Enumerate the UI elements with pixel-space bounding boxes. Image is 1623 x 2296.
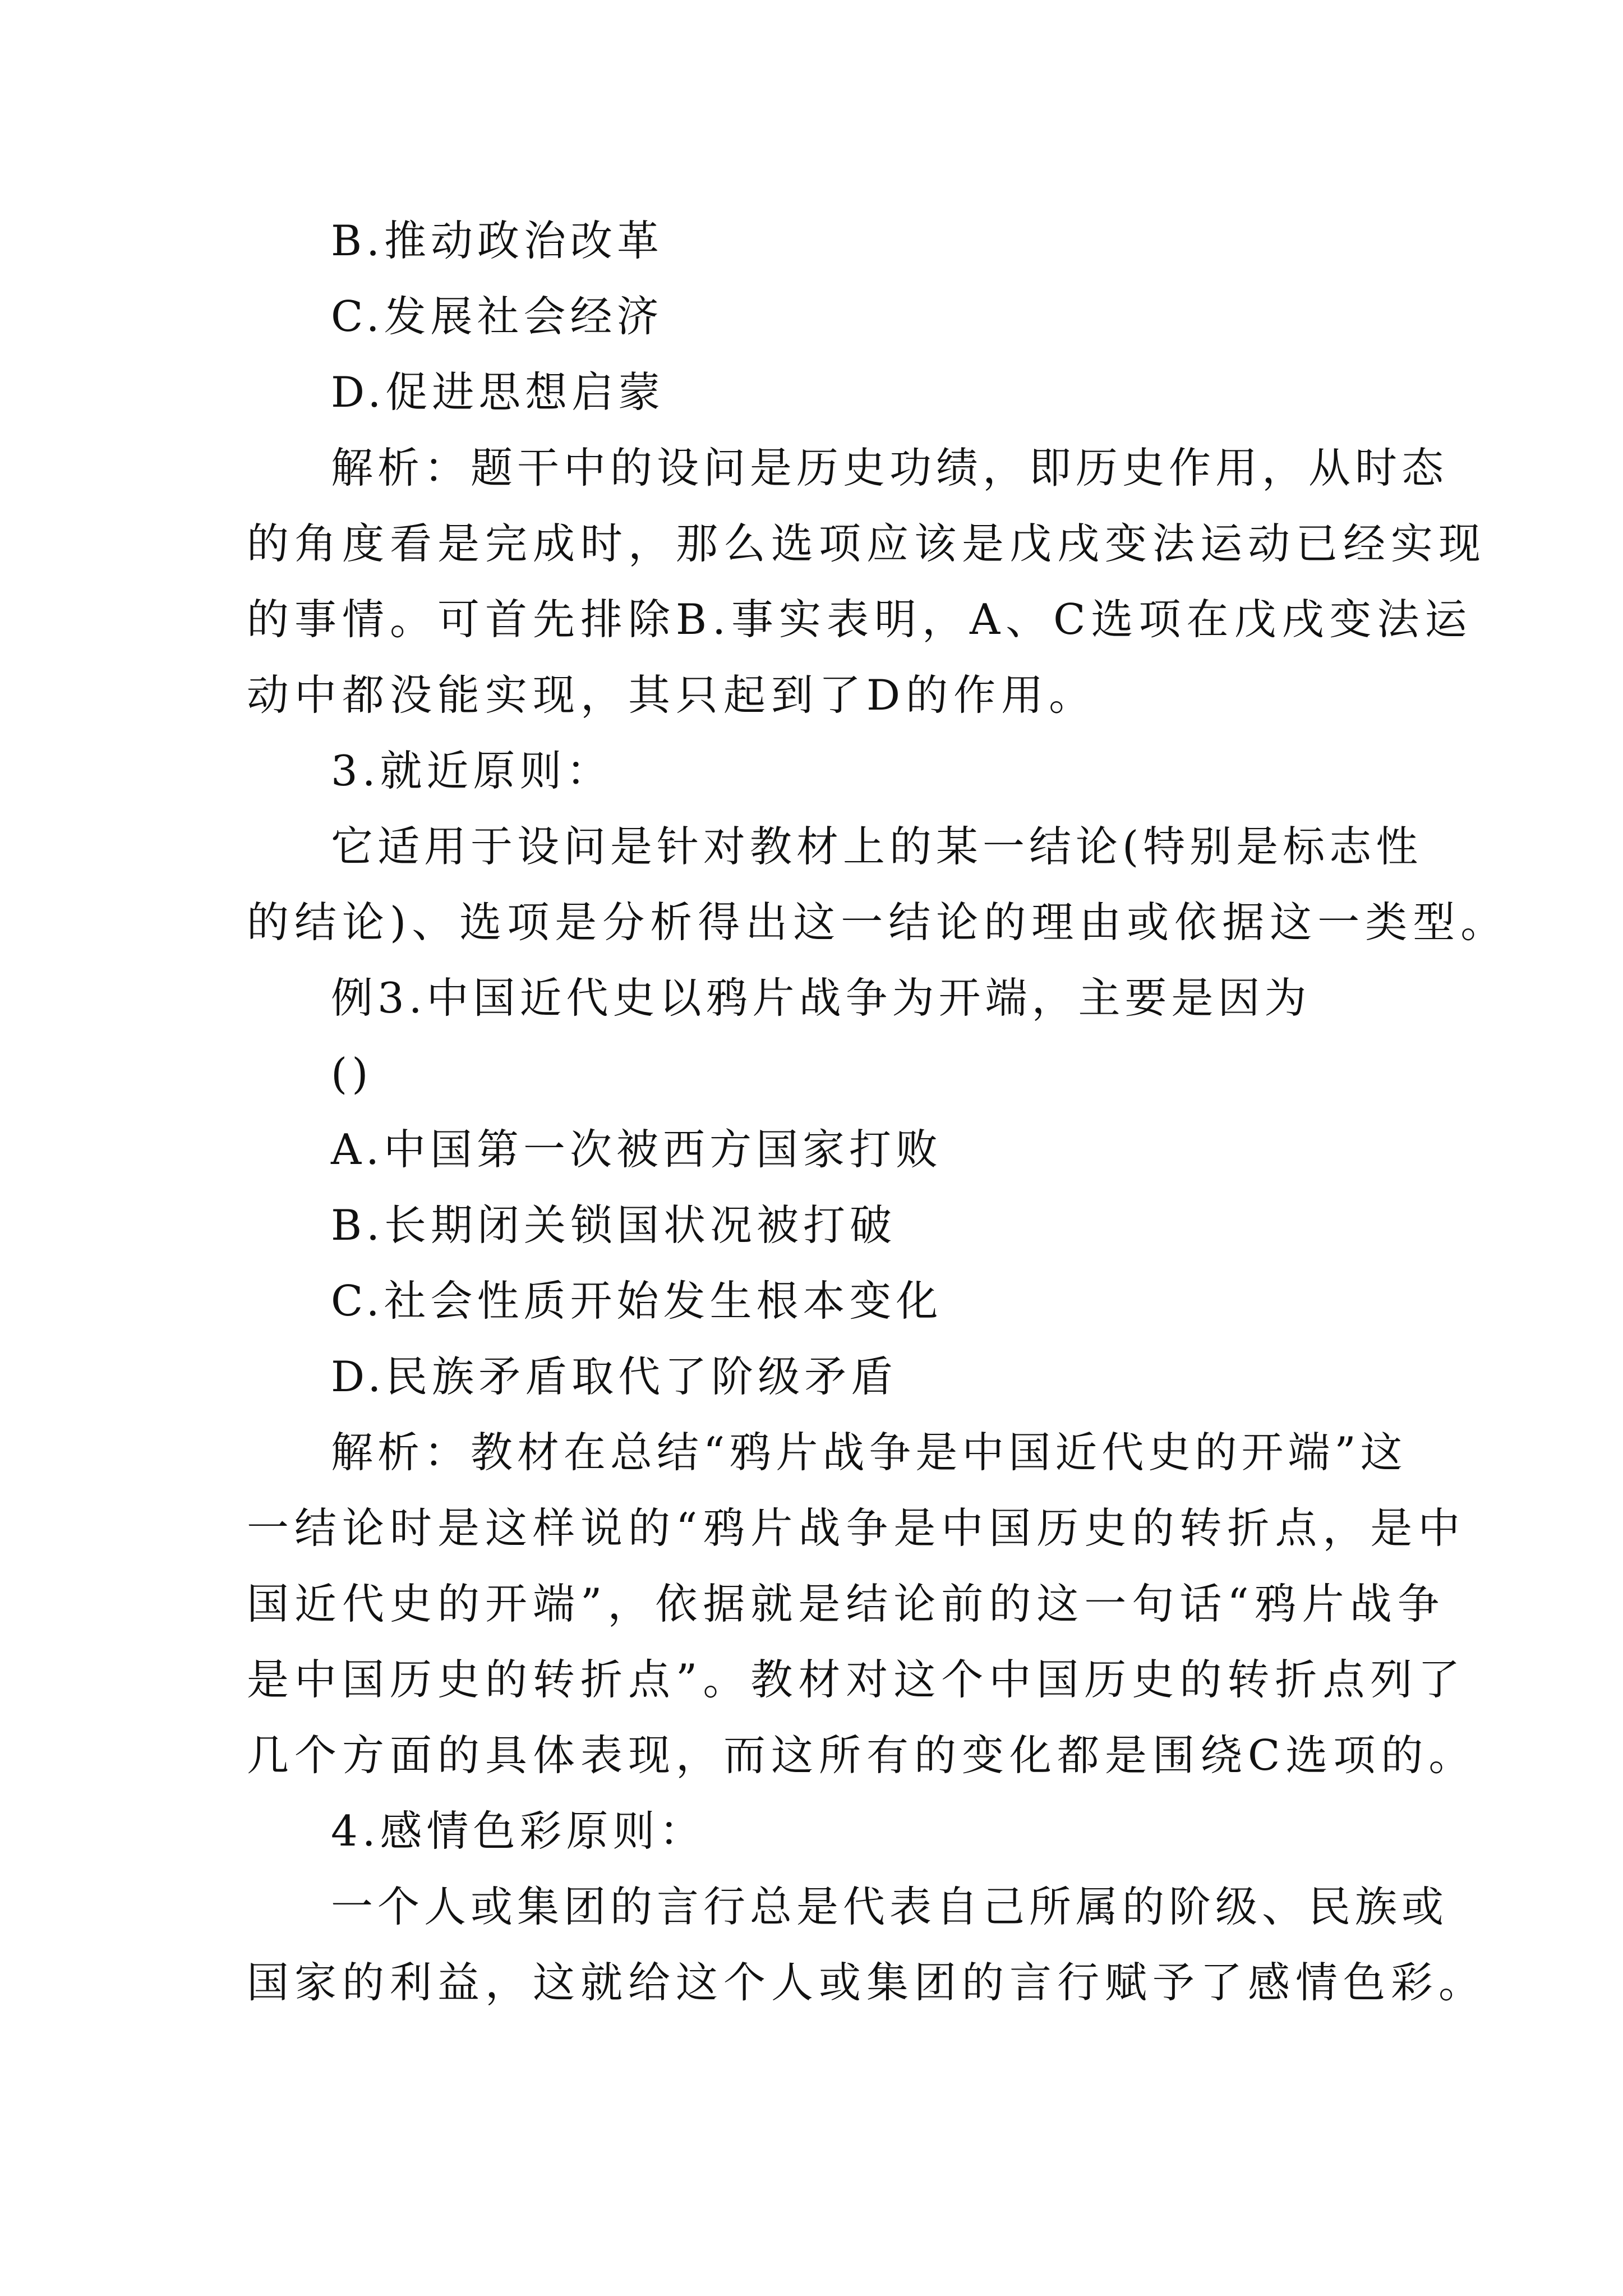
analysis-3-line-4: 是中国历史的转折点”。教材对这个中国历史的转折点列了 (247, 1655, 1466, 1704)
heading-emotion-principle: 4.感情色彩原则： (331, 1806, 706, 1856)
option-d-enlightenment: D.促进思想启蒙 (331, 367, 665, 417)
emotion-desc-line-2: 国家的利益，这就给这个人或集团的言行赋予了感情色彩。 (247, 1958, 1487, 2007)
analysis-2-line-3: 的事情。可首先排除B.事实表明，A、C选项在戊戌变法运 (247, 595, 1473, 644)
option-b-political-reform: B.推动政治改革 (331, 216, 663, 265)
example-3-option-a: A.中国第一次被西方国家打败 (331, 1125, 943, 1174)
proximity-desc-line-1: 它适用于设问是针对教材上的某一结论(特别是标志性 (331, 822, 1423, 871)
example-3-option-b: B.长期闭关锁国状况被打破 (331, 1200, 896, 1250)
example-3-answer-blank: () (331, 1049, 373, 1098)
example-3-question: 例3.中国近代史以鸦片战争为开端，主要是因为 (331, 973, 1311, 1023)
analysis-2-line-2: 的角度看是完成时，那么选项应该是戊戌变法运动已经实现 (247, 519, 1487, 568)
proximity-desc-line-2: 的结论)、选项是分析得出这一结论的理由或依据这一类型。 (247, 898, 1509, 947)
analysis-3-line-1: 解析：教材在总结“鸦片战争是中国近代史的开端”这 (331, 1428, 1407, 1477)
emotion-desc-line-1: 一个人或集团的言行总是代表自己所属的阶级、民族或 (331, 1882, 1449, 1931)
analysis-3-line-5: 几个方面的具体表现，而这所有的变化都是围绕C选项的。 (247, 1731, 1477, 1780)
heading-proximity-principle: 3.就近原则： (331, 746, 613, 795)
analysis-3-line-2: 一结论时是这样说的“鸦片战争是中国历史的转折点，是中 (247, 1503, 1466, 1553)
analysis-2-line-4: 动中都没能实现，其只起到了D的作用。 (247, 670, 1097, 720)
option-c-economy: C.发展社会经济 (331, 292, 663, 341)
analysis-3-line-3: 国近代史的开端”，依据就是结论前的这一句话“鸦片战争 (247, 1579, 1445, 1628)
analysis-2-line-1: 解析：题干中的设问是历史功绩，即历史作用，从时态 (331, 443, 1449, 493)
example-3-option-c: C.社会性质开始发生根本变化 (331, 1276, 943, 1326)
example-3-option-d: D.民族矛盾取代了阶级矛盾 (331, 1352, 898, 1401)
